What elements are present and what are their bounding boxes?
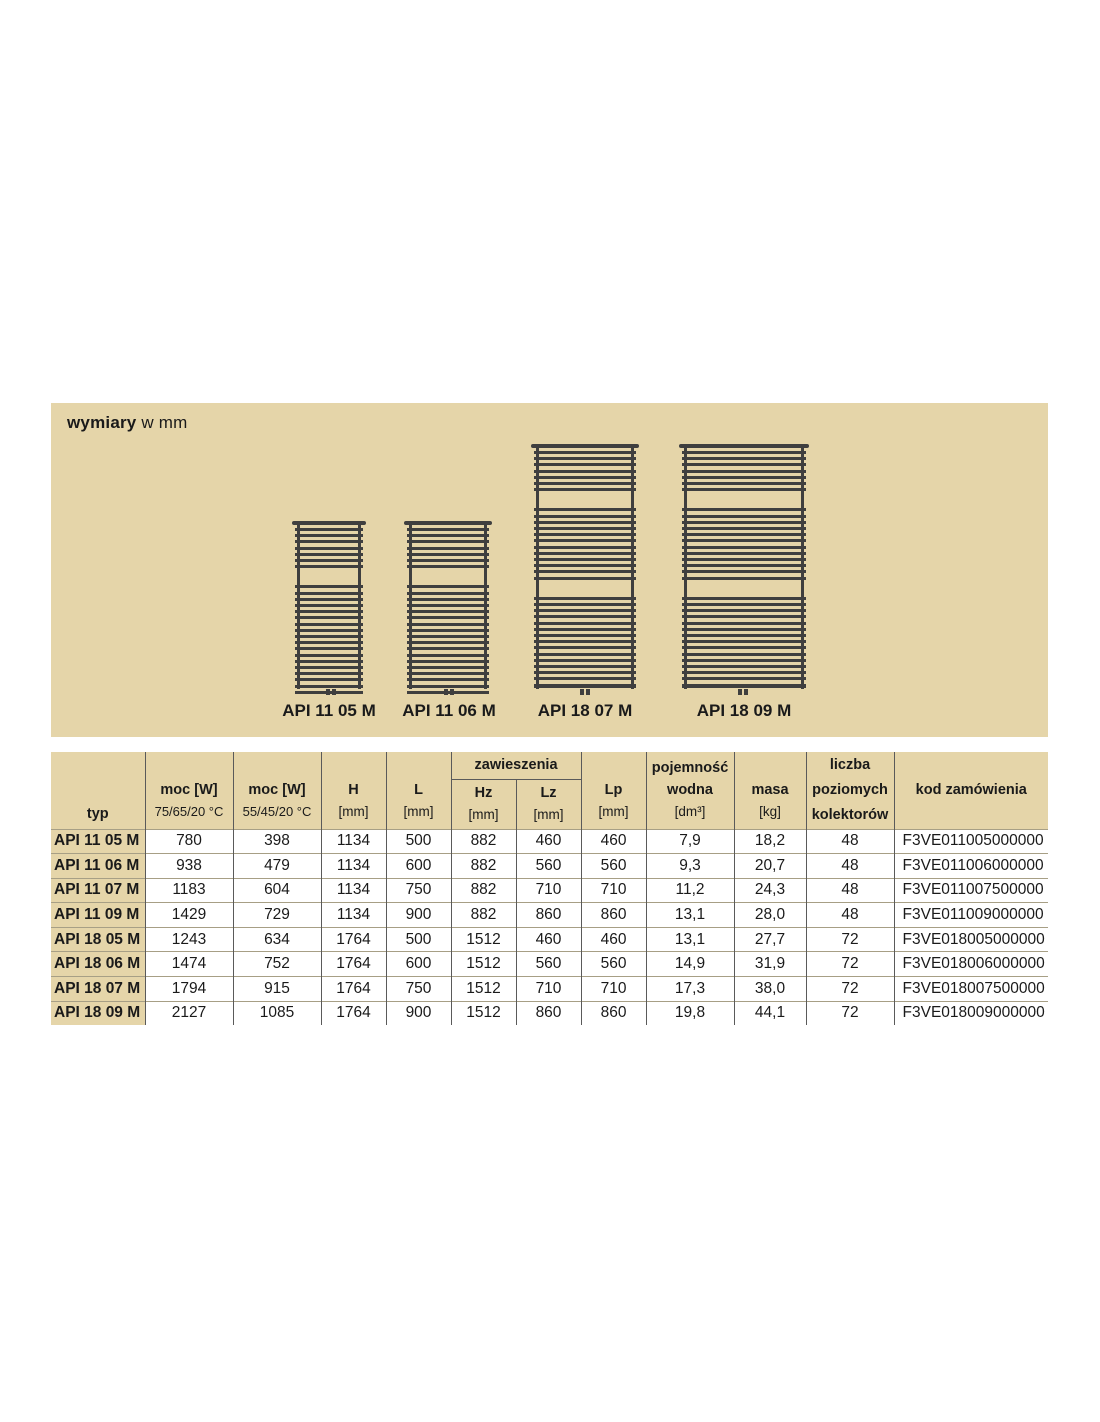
header-moc-2-sub: 55/45/20 °C [242, 804, 312, 820]
header-pojemnosc [646, 752, 734, 829]
table-cell: 710 [581, 977, 646, 1002]
radiator-rail [295, 672, 363, 675]
radiator-rail [534, 622, 636, 625]
table-cell: 13,1 [646, 927, 734, 952]
radiator-rail [534, 482, 636, 485]
radiator-rail [295, 685, 363, 688]
table-cell: 1243 [145, 927, 233, 952]
radiator-rail [407, 553, 489, 556]
table-cell: 780 [145, 829, 233, 854]
radiator-rail [407, 685, 489, 688]
radiator-rail [682, 640, 806, 643]
table-cell: 882 [451, 878, 516, 903]
radiator-rail [292, 521, 366, 525]
table-cell: 1512 [451, 977, 516, 1002]
table-cell: 750 [386, 878, 451, 903]
radiator-rail [295, 660, 363, 663]
radiator-rail [682, 558, 806, 561]
header-pojemnosc-unit: [dm³] [674, 804, 706, 820]
table-cell: 72 [806, 1001, 894, 1025]
table-cell: 44,1 [734, 1001, 806, 1025]
radiator-rail [534, 564, 636, 567]
header-moc-1-label: moc [W] [160, 782, 218, 799]
radiator-rail [407, 598, 489, 601]
radiator-rail [534, 577, 636, 580]
table-cell: 72 [806, 927, 894, 952]
header-lz [516, 779, 581, 829]
table-cell: 860 [516, 1001, 581, 1025]
table-cell: 1183 [145, 878, 233, 903]
header-typ [51, 752, 145, 829]
cell-kod: F3VE018005000000 [894, 927, 1048, 952]
radiator-rail [682, 527, 806, 530]
table-cell: 752 [233, 952, 321, 977]
radiator-rail [407, 641, 489, 644]
cell-kod: F3VE011006000000 [894, 854, 1048, 879]
table-cell: 460 [581, 829, 646, 854]
table-cell: 882 [451, 854, 516, 879]
radiator-rail [295, 540, 363, 543]
radiator-rail [295, 585, 363, 588]
radiator-rail [295, 641, 363, 644]
table-row [51, 952, 1048, 977]
cell-typ: API 11 09 M [51, 903, 145, 928]
radiator-rail [407, 534, 489, 537]
radiator-rail [534, 521, 636, 524]
cell-kod: F3VE018006000000 [894, 952, 1048, 977]
table-cell: 460 [516, 927, 581, 952]
table-cell: 560 [516, 952, 581, 977]
radiator-rail [295, 610, 363, 613]
radiator-rail [534, 451, 636, 454]
radiator-api-18-09-m [682, 446, 806, 689]
table-cell: 560 [581, 854, 646, 879]
table-cell: 31,9 [734, 952, 806, 977]
radiator-valve [332, 689, 336, 695]
header-masa-unit: [kg] [759, 804, 781, 820]
radiator-rail [682, 628, 806, 631]
table-row [51, 854, 1048, 879]
radiator-rail [682, 615, 806, 618]
table-body [51, 829, 1048, 1025]
header-h [321, 752, 386, 829]
radiator-valve [580, 689, 584, 695]
table-cell: 20,7 [734, 854, 806, 879]
cell-typ: API 11 07 M [51, 878, 145, 903]
radiator-rail [534, 597, 636, 600]
table-cell: 1794 [145, 977, 233, 1002]
radiator-rail [534, 570, 636, 573]
radiator-rail [682, 470, 806, 473]
table-cell: 7,9 [646, 829, 734, 854]
radiator-rail [682, 671, 806, 674]
header-h-label: H [348, 782, 359, 799]
table-cell: 1134 [321, 878, 386, 903]
table-cell: 13,1 [646, 903, 734, 928]
table-cell: 19,8 [646, 1001, 734, 1025]
panel-title [67, 413, 188, 433]
radiator-rail [531, 444, 639, 448]
table-cell: 634 [233, 927, 321, 952]
radiator-rail [295, 678, 363, 681]
table-cell: 2127 [145, 1001, 233, 1025]
radiator-rail [407, 540, 489, 543]
table-cell: 1134 [321, 854, 386, 879]
radiator-rail [295, 604, 363, 607]
table-cell: 11,2 [646, 878, 734, 903]
header-lp-unit: [mm] [598, 804, 629, 820]
header-pojemnosc-label: pojemność [651, 760, 729, 777]
radiator-label: API 11 05 M [282, 701, 376, 720]
table-cell: 729 [233, 903, 321, 928]
table-cell: 24,3 [734, 878, 806, 903]
header-l [386, 752, 451, 829]
radiator-rail [534, 470, 636, 473]
table-cell: 1134 [321, 903, 386, 928]
radiator-rail [295, 616, 363, 619]
table-cell: 938 [145, 854, 233, 879]
radiator-rail [682, 677, 806, 680]
table-cell: 48 [806, 829, 894, 854]
table-row [51, 903, 1048, 928]
radiator-rail [682, 577, 806, 580]
table-cell: 1474 [145, 952, 233, 977]
radiator-rail [534, 539, 636, 542]
radiator-rail [682, 609, 806, 612]
table-cell: 28,0 [734, 903, 806, 928]
radiator-rail [682, 622, 806, 625]
radiator-rail [407, 666, 489, 669]
header-kod [894, 752, 1048, 829]
radiator-rail [534, 558, 636, 561]
header-pojemnosc-label-2: wodna [667, 782, 713, 799]
cell-typ: API 11 06 M [51, 854, 145, 879]
radiator-rail [407, 654, 489, 657]
radiator-rail [534, 685, 636, 688]
radiator-rail [295, 528, 363, 531]
radiator-rail [534, 665, 636, 668]
header-masa-label: masa [751, 782, 789, 799]
table-cell: 1764 [321, 952, 386, 977]
cell-kod: F3VE011009000000 [894, 903, 1048, 928]
header-liczba-label-3: kolektorów [811, 806, 889, 823]
radiator-rail [407, 691, 489, 694]
table-cell: 48 [806, 903, 894, 928]
table-cell: 1429 [145, 903, 233, 928]
header-liczba-label: liczba [829, 756, 871, 773]
table-cell: 14,9 [646, 952, 734, 977]
panel-title-bold: wymiary [67, 413, 137, 432]
radiator-rail [682, 515, 806, 518]
header-hz-unit: [mm] [468, 807, 499, 822]
radiator-rail [682, 552, 806, 555]
radiator-rail [534, 653, 636, 656]
radiator-rail [682, 685, 806, 688]
radiator-rail [407, 660, 489, 663]
header-kod-label: kod zamówienia [915, 782, 1027, 798]
radiator-rail [295, 547, 363, 550]
radiator-rail [679, 444, 809, 448]
radiator-rail [534, 603, 636, 606]
cell-typ: API 18 07 M [51, 977, 145, 1002]
radiator-label: API 18 07 M [537, 701, 633, 720]
radiator-rail [295, 598, 363, 601]
table-cell: 860 [581, 903, 646, 928]
header-lp [581, 752, 646, 829]
header-h-unit: [mm] [338, 804, 369, 820]
radiator-valve [444, 689, 448, 695]
table-row [51, 829, 1048, 854]
radiator-rail [534, 615, 636, 618]
radiator-rail [682, 476, 806, 479]
header-hz [451, 779, 516, 829]
table-cell: 710 [581, 878, 646, 903]
specification-table [51, 752, 1048, 1025]
radiator-rail [534, 640, 636, 643]
radiator-api-11-05-m [295, 523, 363, 689]
radiator-rail [682, 488, 806, 491]
header-liczba-label-2: poziomych [812, 781, 888, 798]
table-cell: 1764 [321, 977, 386, 1002]
table-cell: 500 [386, 829, 451, 854]
radiator-rail [534, 552, 636, 555]
table-cell: 1512 [451, 1001, 516, 1025]
header-zawieszenia-label: zawieszenia [474, 757, 558, 774]
radiator-label: API 18 09 M [696, 701, 792, 720]
radiator-rail [534, 476, 636, 479]
radiator-rail [682, 646, 806, 649]
radiator-rail [682, 564, 806, 567]
radiator-rail [295, 592, 363, 595]
table-cell: 860 [516, 903, 581, 928]
cell-kod: F3VE018007500000 [894, 977, 1048, 1002]
radiator-rail [407, 623, 489, 626]
radiator-rail [682, 570, 806, 573]
radiator-rail [407, 672, 489, 675]
radiator-rail [534, 609, 636, 612]
radiator-rail [295, 534, 363, 537]
radiator-rail [682, 603, 806, 606]
radiator-rail [407, 647, 489, 650]
radiator-rail [407, 616, 489, 619]
radiator-rail [534, 546, 636, 549]
table-cell: 900 [386, 903, 451, 928]
cell-typ: API 11 05 M [51, 829, 145, 854]
radiator-valve [744, 689, 748, 695]
table-cell: 500 [386, 927, 451, 952]
table-cell: 860 [581, 1001, 646, 1025]
radiator-rail [682, 597, 806, 600]
radiator-rail [534, 463, 636, 466]
radiator-valve [738, 689, 742, 695]
cell-typ: API 18 09 M [51, 1001, 145, 1025]
radiator-rail [295, 654, 363, 657]
table-row [51, 878, 1048, 903]
radiator-rail [407, 635, 489, 638]
table-cell: 560 [581, 952, 646, 977]
radiator-rail [534, 659, 636, 662]
table-cell: 1764 [321, 1001, 386, 1025]
radiator-rail [682, 653, 806, 656]
radiator-rail [404, 521, 492, 525]
radiator-rail [295, 666, 363, 669]
radiator-rail [534, 634, 636, 637]
radiator-api-11-06-m [407, 523, 489, 689]
table-cell: 398 [233, 829, 321, 854]
header-lz-label: Lz [540, 785, 557, 801]
cell-kod: F3VE011005000000 [894, 829, 1048, 854]
radiator-rail [682, 457, 806, 460]
radiator-rail [534, 488, 636, 491]
header-lp-label: Lp [604, 782, 623, 799]
radiator-rail [295, 565, 363, 568]
table-cell: 915 [233, 977, 321, 1002]
radiator-rail [407, 547, 489, 550]
header-l-unit: [mm] [403, 804, 434, 820]
table-cell: 604 [233, 878, 321, 903]
radiator-rail [682, 539, 806, 542]
radiator-valve [450, 689, 454, 695]
table-cell: 560 [516, 854, 581, 879]
radiator-rail [407, 629, 489, 632]
radiator-rail [407, 610, 489, 613]
radiator-rail [682, 533, 806, 536]
radiator-rail [534, 527, 636, 530]
cell-kod: F3VE018009000000 [894, 1001, 1048, 1025]
radiator-rail [682, 521, 806, 524]
table-cell: 710 [516, 878, 581, 903]
table-cell: 1512 [451, 927, 516, 952]
table-cell: 479 [233, 854, 321, 879]
radiator-rail [682, 634, 806, 637]
dimensions-panel [51, 403, 1048, 737]
radiator-rail [295, 553, 363, 556]
header-zawieszenia [451, 752, 581, 779]
cell-typ: API 18 06 M [51, 952, 145, 977]
radiator-rail [407, 528, 489, 531]
table-cell: 710 [516, 977, 581, 1002]
table-cell: 600 [386, 854, 451, 879]
radiator-rail [407, 604, 489, 607]
header-moc-2 [233, 752, 321, 829]
header-moc-1 [145, 752, 233, 829]
table-cell: 18,2 [734, 829, 806, 854]
radiator-rail [407, 585, 489, 588]
table-cell: 882 [451, 903, 516, 928]
header-masa [734, 752, 806, 829]
table-cell: 1512 [451, 952, 516, 977]
radiator-rail [682, 482, 806, 485]
radiator-rail [534, 457, 636, 460]
table-cell: 72 [806, 977, 894, 1002]
header-liczba [806, 752, 894, 829]
radiator-rail [682, 659, 806, 662]
header-moc-2-label: moc [W] [248, 782, 306, 799]
radiator-rail [295, 623, 363, 626]
panel-title-rest: w mm [136, 413, 188, 432]
table-cell: 900 [386, 1001, 451, 1025]
radiator-rail [295, 629, 363, 632]
radiator-rail [295, 635, 363, 638]
radiator-rail [682, 463, 806, 466]
table-cell: 1134 [321, 829, 386, 854]
header-hz-label: Hz [474, 785, 493, 801]
cell-kod: F3VE011007500000 [894, 878, 1048, 903]
header-l-label: L [414, 782, 423, 799]
radiator-label: API 11 06 M [402, 701, 496, 720]
table-row [51, 1001, 1048, 1025]
radiator-rail [534, 515, 636, 518]
radiator-rail [534, 628, 636, 631]
radiator-rail [682, 665, 806, 668]
radiator-rail [534, 646, 636, 649]
radiator-api-18-07-m [534, 446, 636, 689]
table-cell: 1764 [321, 927, 386, 952]
radiator-rail [682, 508, 806, 511]
table-cell: 48 [806, 854, 894, 879]
cell-typ: API 18 05 M [51, 927, 145, 952]
radiator-valve [586, 689, 590, 695]
header-lz-unit: [mm] [533, 807, 564, 822]
header-typ-label: typ [86, 805, 109, 822]
table-cell: 9,3 [646, 854, 734, 879]
table-cell: 882 [451, 829, 516, 854]
radiator-rail [534, 677, 636, 680]
table-cell: 17,3 [646, 977, 734, 1002]
table-row [51, 977, 1048, 1002]
table-cell: 750 [386, 977, 451, 1002]
table-cell: 1085 [233, 1001, 321, 1025]
table-cell: 72 [806, 952, 894, 977]
radiator-rail [407, 592, 489, 595]
radiator-valve [326, 689, 330, 695]
table-cell: 38,0 [734, 977, 806, 1002]
header-moc-1-sub: 75/65/20 °C [154, 804, 224, 820]
radiator-rail [534, 533, 636, 536]
radiator-rail [295, 559, 363, 562]
table-cell: 27,7 [734, 927, 806, 952]
radiator-rail [682, 546, 806, 549]
table-cell: 460 [581, 927, 646, 952]
radiator-rail [534, 508, 636, 511]
table-cell: 48 [806, 878, 894, 903]
radiator-rail [295, 647, 363, 650]
table-cell: 600 [386, 952, 451, 977]
radiator-rail [407, 559, 489, 562]
radiator-rail [407, 565, 489, 568]
radiator-rail [534, 671, 636, 674]
radiator-rail [682, 451, 806, 454]
table-row [51, 927, 1048, 952]
radiator-rail [407, 678, 489, 681]
table-cell: 460 [516, 829, 581, 854]
